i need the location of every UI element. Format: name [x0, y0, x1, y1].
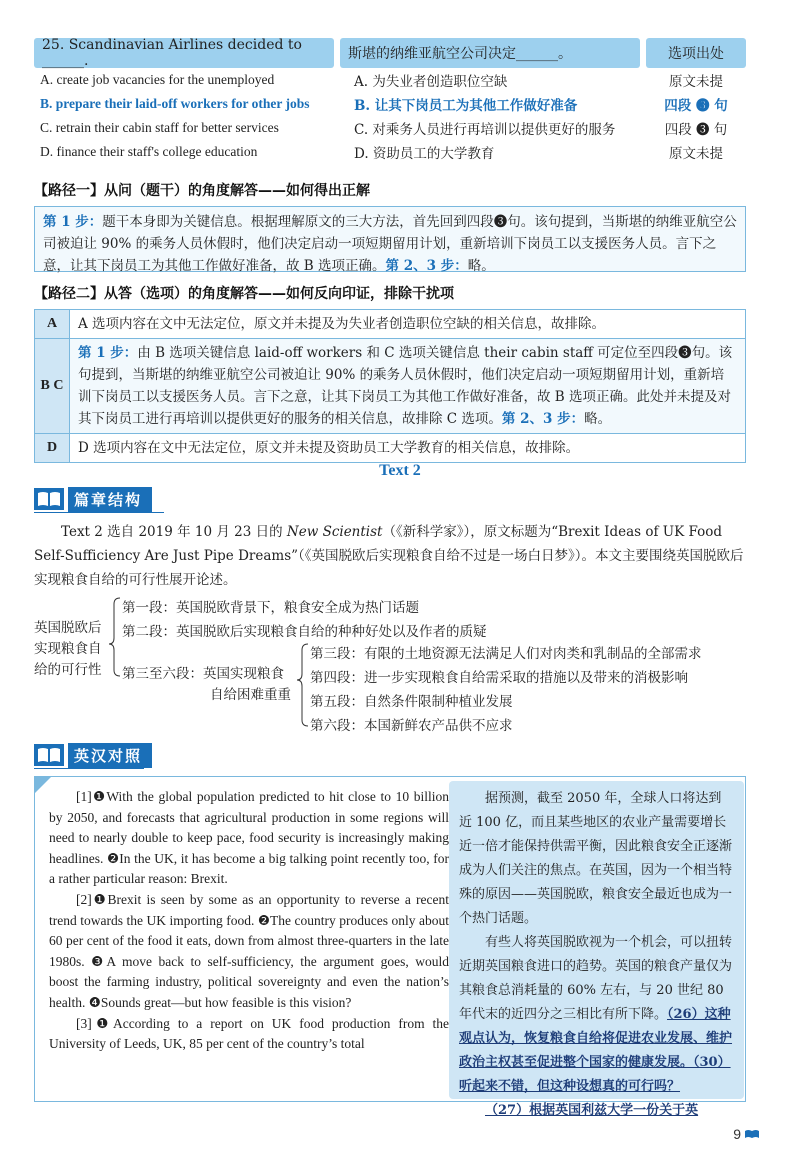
main-brace — [108, 594, 122, 734]
path2-row-bc — [35, 339, 745, 434]
option-zh: C. 对乘务人员进行再培训以提供更好的服务 — [354, 122, 616, 138]
option-zh: A. 为失业者创造职位空缺 — [354, 74, 508, 90]
structure-section-header — [34, 486, 152, 512]
para6-node: 第六段：本国新鲜农产品供不应求 — [310, 718, 513, 734]
page-number — [733, 1126, 760, 1142]
root-line: 实现粮食自 — [34, 641, 102, 657]
zh-paragraph-1: 据预测，截至 2050 年，全球人口将达到近 100 亿，而且某些地区的农业产量需要增长近一倍才能保持供需平衡，因此粮食安全正逐渐成为人们关注的焦点。在英国，因为一个相当特殊的原因——英国脱欧，粮食安全最近也成为一个热门话题。 — [459, 791, 733, 926]
source-header: 选项出处 — [646, 38, 746, 68]
en-paragraph-3: [3]❶According to a report on UK food production from the University of Leeds, UK, 85 per cent of the country’s total — [49, 1015, 449, 1052]
en-paragraph-1: [1]❶With the global population predicted to hit close to 10 billion by 2050, and forecasts that agricultural production in some regions will need to nearly double to keep pace, food security is increasingly making headlines. ❷In the UK, it has become a big talking point recently too, for a rather particular reason: Brexit. — [49, 789, 449, 887]
para3-node: 第三段：有限的土地资源无法满足人们对肉类和乳制品的全部需求 — [310, 646, 702, 662]
path1-heading: 【路径一】从问（题干）的角度解答——如何得出正解 — [34, 183, 370, 199]
path2-row-d — [35, 434, 745, 462]
question-table — [34, 38, 746, 164]
question-stem-zh: 斯堪的纳维亚航空公司决定______。 — [340, 38, 640, 68]
intro-text-a: Text 2 选自 2019 年 10 月 23 日的 — [61, 524, 287, 540]
para1-node: 第一段：英国脱欧背景下，粮食安全成为热门话题 — [122, 600, 419, 616]
bilingual-box — [34, 776, 746, 1118]
group-line: 第三至六段：英国实现粮食 — [122, 666, 284, 682]
zh-paragraph-3 — [459, 1099, 734, 1123]
intro-text-b: （《新科学家》），原文标题为“Brexit Ideas of UK Food Self-Sufficiency Are Just Pipe Dreams”（《英国脱欧后实现粮食自给不过是一场白日梦》）。本文主要围绕英国脱欧后实现粮食自给的可行性展开论述。 — [34, 524, 744, 588]
path2-heading: 【路径二】从答（选项）的角度解答——如何反向印证，排除干扰项 — [34, 286, 454, 302]
root-node — [34, 618, 102, 681]
structure-underline — [34, 512, 164, 513]
option-en: B. prepare their laid-off workers for other jobs — [40, 96, 310, 111]
option-en: C. retrain their cabin staff for better services — [40, 120, 279, 135]
step1-label: 第 1 步： — [43, 214, 103, 230]
step23-text: 略。 — [467, 258, 495, 274]
para2-node: 第二段：英国脱欧后实现粮食自给的种种好处以及作者的质疑 — [122, 624, 487, 640]
group-line: 自给困难重重 — [210, 687, 291, 703]
row-label: D — [35, 434, 70, 462]
row-text: A 选项内容在文中无法定位，原文并未提及为失业者创造职位空缺的相关信息，故排除。 — [70, 310, 745, 338]
row-label: A — [35, 310, 70, 338]
open-book-icon — [34, 488, 64, 510]
option-source: 四段 ❸ 句 — [664, 122, 728, 138]
bilingual-underline — [34, 768, 144, 769]
option-en: D. finance their staff's college education — [40, 144, 258, 159]
structure-tag: 篇章结构 — [68, 487, 152, 512]
option-source: 原文未提 — [669, 74, 723, 90]
zh-paragraph-2 — [459, 931, 734, 1099]
row-text: 由 B 选项关键信息 laid-off workers 和 C 选项关键信息 their cabin staff 可定位至四段❸句。该句提到，当斯堪的纳维亚航空公司被迫让 90% 的乘务人员休假时，他们决定启动一项短期留用计划，重新培训下岗员工以支援医务人员。言下之意，让其下岗员工为其他工作做好准备，故 B 选项正确。此处并未提及对其下岗员工进行再培训以提供更好的服务的相关信息，故排除 C 选项。 — [78, 345, 733, 427]
option-row-b — [34, 92, 746, 116]
option-en: A. create job vacancies for the unemployed — [40, 72, 275, 87]
group-node — [122, 664, 291, 706]
question-stem-en: 25. Scandinavian Airlines decided to ______. — [34, 38, 334, 68]
option-row-a — [34, 68, 746, 92]
option-zh: D. 资助员工的大学教育 — [354, 146, 495, 162]
step1-label: 第 1 步： — [78, 345, 138, 361]
row-label: B C — [35, 339, 70, 433]
row-text-block — [70, 339, 745, 433]
sub-brace — [296, 640, 310, 732]
en-paragraph-2: [2]❶Brexit is seen by some as an opportunity to reverse a recent trend towards the UK importing food. ❷The country produces only about 60 per cent of the food it eats, down from almost three-quarters in the late 1980s. ❸A move back to self-sufficiency, the argument goes, would boost the farming industry, political sovereignty and even the nation’s health. ❹Sounds great—but how feasible is this vision? — [49, 891, 449, 1010]
question-header — [34, 38, 746, 68]
structure-intro — [34, 520, 746, 592]
zh-paragraph-2-a: 有些人将英国脱欧视为一个机会，可以扭转近期英国粮食进口的趋势。英国的粮食产量仅为其粮食总消耗量的 60% 左右，与 20 世纪 80 年代末的近四分之三相比有所下降。 — [459, 935, 733, 1022]
root-line: 给的可行性 — [34, 662, 102, 678]
page-book-icon — [744, 1128, 760, 1140]
step23-label: 第 2、3 步： — [385, 258, 468, 274]
step23-text: 略。 — [584, 411, 612, 427]
chinese-column — [449, 781, 744, 1118]
root-line: 英国脱欧后 — [34, 620, 102, 636]
row-text: D 选项内容在文中无法定位，原文并未提及资助员工大学教育的相关信息，故排除。 — [70, 434, 745, 462]
english-column — [49, 787, 449, 1055]
bilingual-tag: 英汉对照 — [68, 743, 152, 768]
para5-node: 第五段：自然条件限制种植业发展 — [310, 694, 513, 710]
zh-paragraph-2-b: （26）这种观点认为，恢复粮食自给将促进农业发展、维护政治主权甚至促进整个国家的健康发展。（30）听起来不错，但这种设想真的可行吗？ — [459, 1007, 733, 1094]
option-row-c — [34, 116, 746, 140]
option-source: 原文未提 — [669, 146, 723, 162]
bilingual-section-header — [34, 742, 152, 768]
step23-label: 第 2、3 步： — [501, 411, 585, 427]
option-zh: B. 让其下岗员工为其他工作做好准备 — [354, 98, 578, 114]
path2-table — [34, 309, 746, 463]
path1-box — [34, 206, 746, 272]
path2-row-a — [35, 310, 745, 339]
structure-diagram — [34, 594, 746, 734]
option-source: 四段 ❸ 句 — [664, 98, 728, 114]
option-row-d — [34, 140, 746, 164]
step1-text: 题干本身即为关键信息。根据理解原文的三大方法，首先回到四段❸句。该句提到，当斯堪的纳维亚航空公司被迫让 90% 的乘务人员休假时，他们决定启动一项短期留用计划，重新培训下岗员工以支援医务人员。言下之意，让其下岗员工为其他工作做好准备，故 B 选项正确。 — [43, 214, 737, 274]
intro-source: New Scientist — [286, 524, 383, 540]
open-book-icon — [34, 744, 64, 766]
zh-paragraph-3-text: （27）根据英国利兹大学一份关于英 — [485, 1103, 699, 1118]
text2-title: Text 2 — [379, 462, 421, 479]
para4-node: 第四段：进一步实现粮食自给需采取的措施以及带来的消极影响 — [310, 670, 688, 686]
page-number-text: 9 — [733, 1126, 741, 1142]
